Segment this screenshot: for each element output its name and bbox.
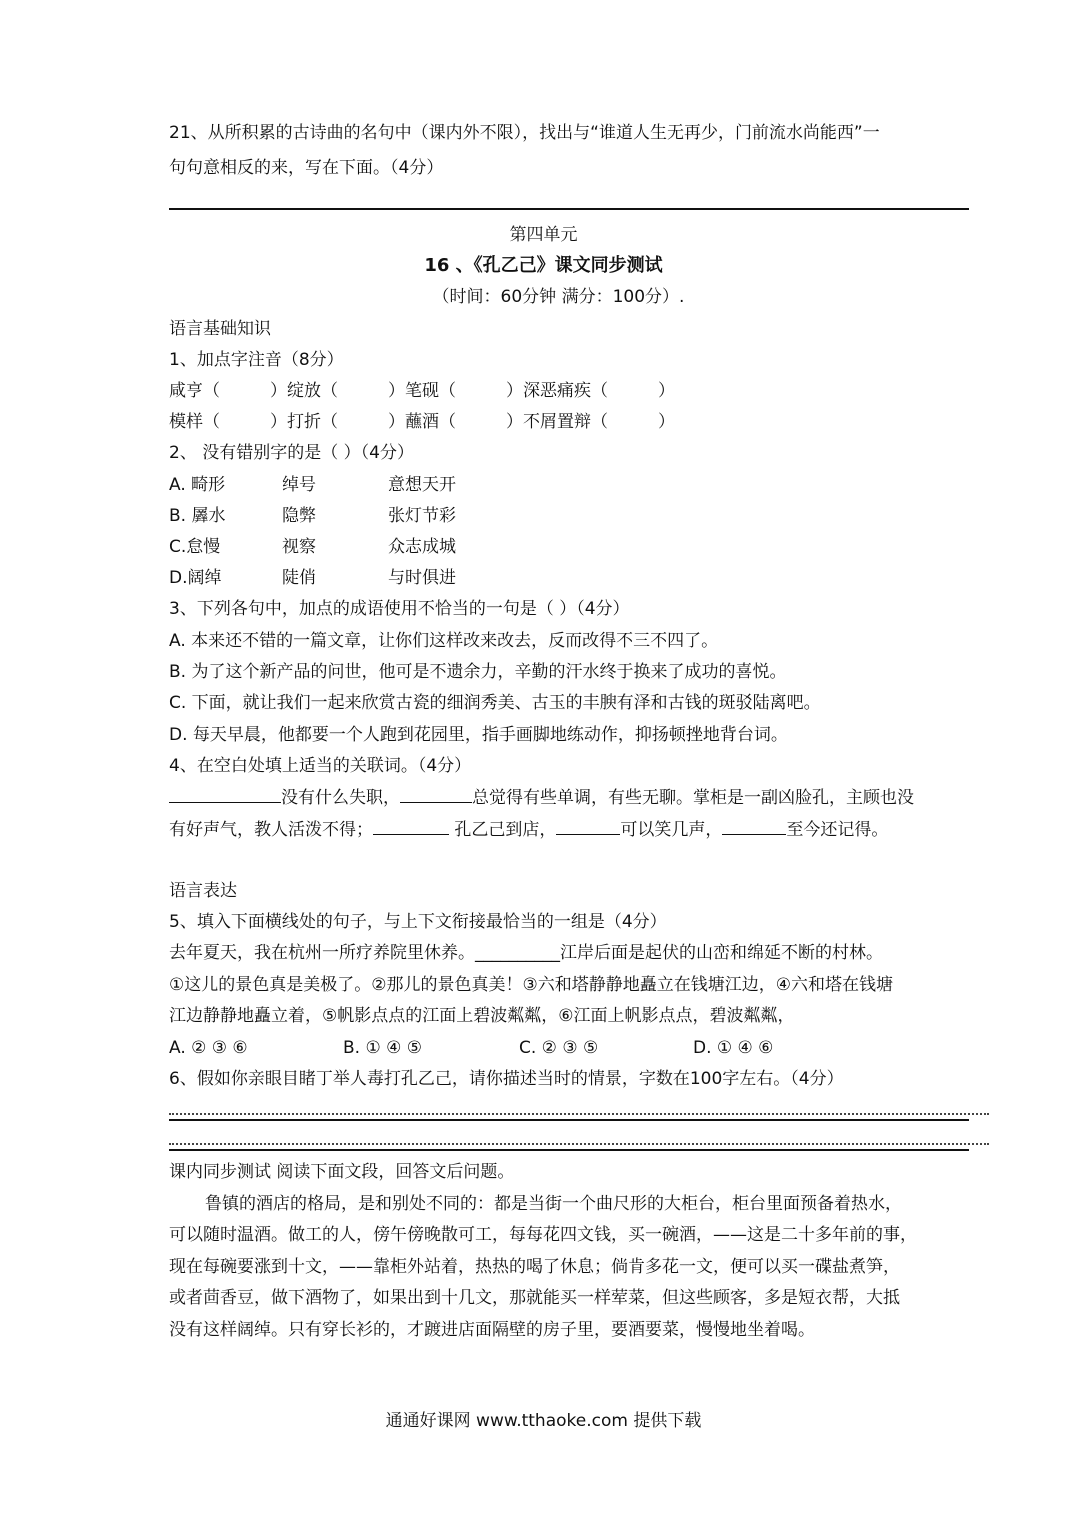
q6-title: 6、假如你亲眼目睹丁举人毒打孔乙己，请你描述当时的情景，字数在100字左右。（4分）: [169, 1069, 844, 1089]
q5-option-b: B. ① ④ ⑤: [343, 1038, 422, 1058]
q1-item: ）: [658, 412, 675, 432]
reading-para-line: 可以随时温酒。做工的人，傍午傍晚散可工，每每花四文钱，买一碗酒，——这是二十多年前的事，: [169, 1225, 917, 1245]
q1-item: ）不屑置辩（: [506, 412, 608, 432]
section-heading: 语言表达: [169, 881, 237, 901]
q5-line1: 去年夏天，我在杭州一所疗养院里休养。__________江岸后面是起伏的山峦和绵延不断的村林。: [169, 943, 883, 963]
option-b-2: 隐弊: [282, 506, 316, 526]
q21-line2: 句句意相反的来，写在下面。（4分）: [169, 158, 444, 178]
footer-source: 通通好课网 www.tthaoke.com 提供下载: [385, 1411, 702, 1431]
fill-blank[interactable]: [373, 818, 449, 835]
q4-title: 4、在空白处填上适当的关联词。（4分）: [169, 756, 472, 776]
q4-text: 有好声气，教人活泼不得；: [169, 820, 373, 840]
q5-line2: ①这儿的景色真是美极了。②那儿的景色真美！③六和塔静静地矗立在钱塘江边，④六和塔在钱塘: [169, 975, 893, 995]
q5-title: 5、填入下面横线处的句子，与上下文衔接最恰当的一组是（4分）: [169, 912, 667, 932]
reading-para-line: 现在每碗要涨到十文，——靠柜外站着，热热的喝了休息；倘肯多花一文，便可以买一碟盐煮笋，: [169, 1257, 900, 1277]
q3-title: 3、下列各句中，加点的成语使用不恰当的一句是（ ）（4分）: [169, 599, 630, 619]
answer-line[interactable]: [169, 1143, 989, 1145]
option-a-1: A. 畸形: [169, 475, 226, 495]
section-heading: 语言基础知识: [169, 319, 271, 339]
fill-blank[interactable]: [722, 818, 786, 835]
divider: [169, 208, 969, 210]
q3-option-a: A. 本来还不错的一篇文章，让你们这样改来改去，反而改得不三不四了。: [169, 631, 719, 651]
time-score: （时间：60分钟 满分：100分）.: [432, 287, 685, 307]
option-c-3: 众志成城: [388, 537, 456, 557]
q4-line2: [169, 818, 888, 841]
q4-line1: [169, 786, 914, 809]
q1-item: ）绽放（: [270, 381, 338, 401]
divider: [169, 1119, 969, 1121]
reading-intro: 课内同步测试 阅读下面文段，回答文后问题。: [169, 1162, 515, 1182]
option-d-2: 陡俏: [282, 568, 316, 588]
option-b-1: B. 羼水: [169, 506, 226, 526]
option-c-2: 视察: [282, 537, 316, 557]
q5-option-d: D. ① ④ ⑥: [693, 1038, 774, 1058]
q3-option-b: B. 为了这个新产品的问世，他可是不遗余力，辛勤的汗水终于换来了成功的喜悦。: [169, 662, 787, 682]
reading-para-line: 鲁镇的酒店的格局，是和别处不同的：都是当街一个曲尺形的大柜台，柜台里面预备着热水，: [205, 1194, 902, 1214]
q1-item: 模样（: [169, 412, 220, 432]
unit-title: 第四单元: [509, 225, 578, 245]
option-a-2: 绰号: [282, 475, 316, 495]
q4-text: 至今还记得。: [786, 820, 889, 840]
q4-text: 孔乙己到店，: [449, 820, 557, 840]
q5-line3: 江边静静地矗立着，⑤帆影点点的江面上碧波粼粼，⑥江面上帆影点点，碧波粼粼，: [169, 1006, 795, 1026]
fill-blank[interactable]: [400, 786, 472, 803]
q1-item: ）蘸酒（: [388, 412, 456, 432]
q5-option-c: C. ② ③ ⑤: [519, 1038, 599, 1058]
q2-title: 2、 没有错别字的是（ ）（4分）: [169, 443, 414, 463]
q5-option-a: A. ② ③ ⑥: [169, 1038, 248, 1058]
q4-text: 没有什么失职，: [281, 788, 400, 808]
option-d-3: 与时俱进: [388, 568, 456, 588]
q3-option-d: D. 每天早晨，他都要一个人跑到花园里，指手画脚地练动作，抑扬顿挫地背台词。: [169, 725, 788, 745]
q1-item: ）笔砚（: [388, 381, 456, 401]
q1-row2: [169, 411, 675, 433]
q3-option-c: C. 下面，就让我们一起来欣赏古瓷的细润秀美、古玉的丰腴有泽和古钱的斑驳陆离吧。: [169, 693, 821, 713]
answer-line[interactable]: [169, 1113, 989, 1115]
option-a-3: 意想天开: [388, 475, 456, 495]
q1-title: 1、加点字注音（8分）: [169, 350, 344, 370]
q1-item: 咸亨（: [169, 381, 220, 401]
q1-item: ）打折（: [270, 412, 338, 432]
divider: [169, 1149, 969, 1151]
lesson-title: 16 、《孔乙己》课文同步测试: [424, 255, 663, 276]
q21-line1: 21、从所积累的古诗曲的名句中（课内外不限），找出与“谁道人生无再少，门前流水尚能西”一: [169, 123, 880, 143]
fill-blank[interactable]: [169, 786, 281, 803]
option-d-1: D.阔绰: [169, 568, 222, 588]
q1-row1: [169, 380, 675, 402]
option-b-3: 张灯节彩: [388, 506, 456, 526]
reading-para-line: 没有这样阔绰。只有穿长衫的，才踱进店面隔壁的房子里，要酒要菜，慢慢地坐着喝。: [169, 1320, 815, 1340]
fill-blank[interactable]: [556, 818, 620, 835]
q4-text: 总觉得有些单调，有些无聊。掌柜是一副凶脸孔，主顾也没: [472, 788, 914, 808]
reading-para-line: 或者茴香豆，做下酒物了，如果出到十几文，那就能买一样荤菜，但这些顾客，多是短衣帮，大抵: [169, 1288, 900, 1308]
option-c-1: C.怠慢: [169, 537, 221, 557]
q1-item: ）深恶痛疾（: [506, 381, 608, 401]
q4-text: 可以笑几声，: [620, 820, 723, 840]
q1-item: ）: [658, 381, 675, 401]
